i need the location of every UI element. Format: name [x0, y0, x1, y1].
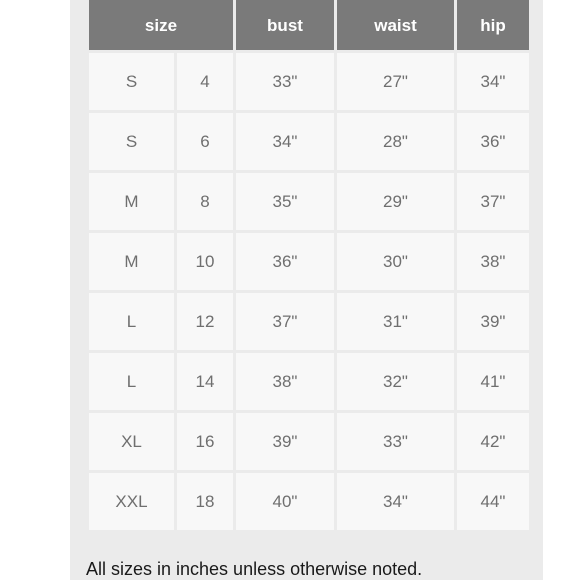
- cell-bust: 33": [236, 53, 334, 110]
- cell-size-letter: XXL: [89, 473, 174, 530]
- table-header-row: [89, 0, 529, 50]
- cell-waist: 30": [337, 233, 454, 290]
- cell-size-number: 10: [177, 233, 233, 290]
- cell-hip: 34": [457, 53, 529, 110]
- cell-bust: 39": [236, 413, 334, 470]
- cell-bust: 40": [236, 473, 334, 530]
- table-row: [89, 53, 529, 110]
- cell-size-letter: XL: [89, 413, 174, 470]
- cell-size-letter: L: [89, 293, 174, 350]
- cell-hip: 41": [457, 353, 529, 410]
- cell-bust: 38": [236, 353, 334, 410]
- header-size: size: [89, 0, 233, 50]
- cell-bust: 34": [236, 113, 334, 170]
- cell-waist: 27": [337, 53, 454, 110]
- cell-hip: 39": [457, 293, 529, 350]
- cell-hip: 37": [457, 173, 529, 230]
- cell-size-number: 6: [177, 113, 233, 170]
- cell-waist: 29": [337, 173, 454, 230]
- header-bust: bust: [236, 0, 334, 50]
- cell-size-letter: M: [89, 173, 174, 230]
- cell-hip: 36": [457, 113, 529, 170]
- size-chart-table: [86, 0, 532, 533]
- cell-size-letter: M: [89, 233, 174, 290]
- cell-waist: 31": [337, 293, 454, 350]
- cell-size-letter: L: [89, 353, 174, 410]
- table-row: [89, 353, 529, 410]
- cell-bust: 35": [236, 173, 334, 230]
- cell-size-number: 18: [177, 473, 233, 530]
- cell-size-number: 8: [177, 173, 233, 230]
- table-row: [89, 473, 529, 530]
- table-row: [89, 413, 529, 470]
- cell-size-letter: S: [89, 53, 174, 110]
- cell-bust: 37": [236, 293, 334, 350]
- header-waist: waist: [337, 0, 454, 50]
- cell-waist: 34": [337, 473, 454, 530]
- cell-size-number: 16: [177, 413, 233, 470]
- cell-size-letter: S: [89, 113, 174, 170]
- cell-waist: 32": [337, 353, 454, 410]
- table-body: [89, 53, 529, 530]
- cell-size-number: 12: [177, 293, 233, 350]
- cell-hip: 38": [457, 233, 529, 290]
- cell-hip: 42": [457, 413, 529, 470]
- footnote: All sizes in inches unless otherwise noted.: [86, 559, 423, 579]
- cell-waist: 33": [337, 413, 454, 470]
- table-row: [89, 173, 529, 230]
- cell-size-number: 14: [177, 353, 233, 410]
- table-row: [89, 293, 529, 350]
- table-row: [89, 113, 529, 170]
- cell-size-number: 4: [177, 53, 233, 110]
- cell-bust: 36": [236, 233, 334, 290]
- cell-waist: 28": [337, 113, 454, 170]
- header-hip: hip: [457, 0, 529, 50]
- cell-hip: 44": [457, 473, 529, 530]
- table-row: [89, 233, 529, 290]
